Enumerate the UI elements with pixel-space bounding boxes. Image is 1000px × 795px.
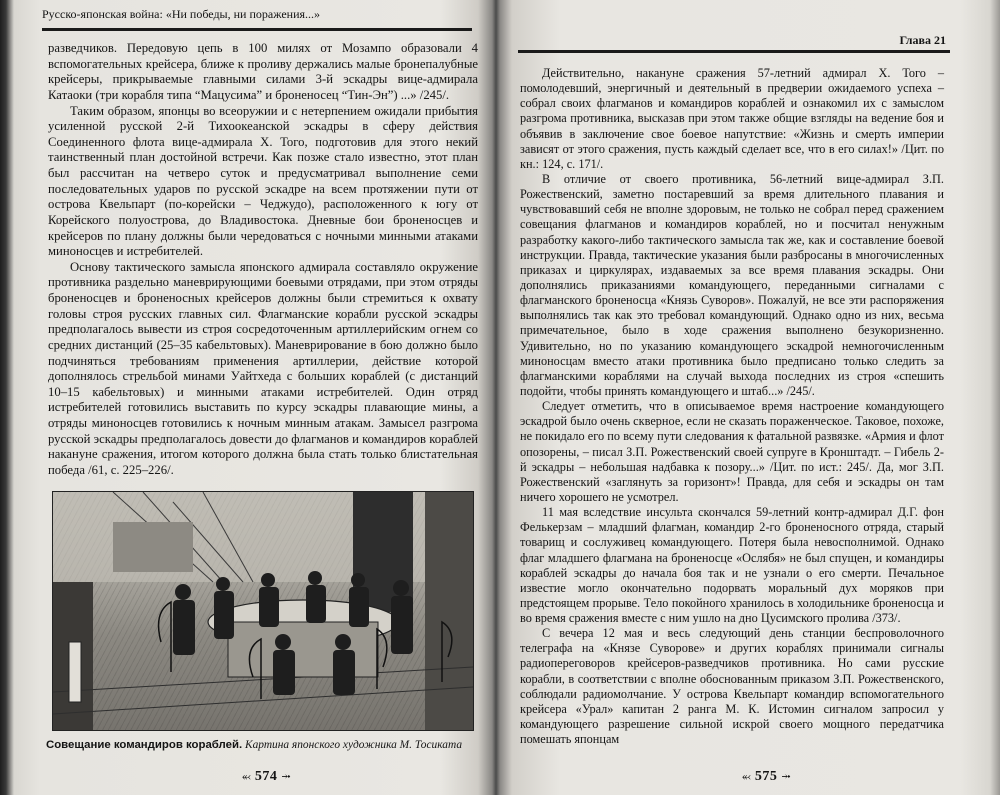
folio-ornament-icon: ⤞ [281, 771, 291, 783]
paragraph: Действительно, накануне сражения 57-летний адмирал Х. Того – помолодевший, энергичный и деятельный в предверии ожидаемого успеха – собрал своих флагманов и командиров кораблей и ознакомил их с замыслом разгрома противника, высказав при этом также общие взгляды на ведение боя и объявив в заключение свое боевое напутствие: «Жизнь и смерть империи зависят от этого сражения, пусть каждый сделает все, что в его силах!» /Цит. по кн.: 124, с. 171/. [520, 66, 944, 171]
running-head-left: Русско-японская война: «Ни победы, ни поражения...» [42, 7, 321, 21]
header-rule [42, 28, 472, 31]
paragraph: Основу тактического замысла японского адмирала составляло окружение противника раздельно маневрирующими боевыми отрядами, при этом отряды броненосцев и броненосных крейсеров должны были стремиться к охвату головы строя русских главных сил. Флагманские корабли русской эскадры предполагалось вывести из строя сосредоточенным артиллерийским огнем со средних дистанций (25–35 кабельтовых). Маневрирование в бою должно было подчиняться требованиям применения артиллерии, действие которой дополнялось стрельбой минами Уайтхеда с больших кораблей (с дистанций 10–15 кабельтовых) и минными атаками истребителей. Один отряд истребителей готовились выставить по курсу эскадры плавающие мины, а отряды миноносцев готовились к ночным минным атакам. Замысел разгрома русской эскадры предполагалось довести до флагманов и командиров кораблей накануне сражения, итогом которого должна была стать только блистательная победа /61, с. 225–226/. [48, 259, 478, 477]
folio-ornament-icon: ⤞ [781, 771, 791, 783]
left-page-text [48, 41, 478, 479]
paragraph: С вечера 12 мая и весь следующий день станции беспроволочного телеграфа на «Князе Суворове» и других кораблях принимали сигналы радиопереговоров крейсеров-разведчиков противника. Но сами русские корабли, в соответствии с вполне обоснованным приказом З.П. Рожественского, соблюдали радиомолчание. У острова Квельпарт командир вспомогательного крейсера «Урал» капитан 2 ранга М. К. Истомин сигналом запросил у командующего разрешение сильной искрой своего мощного передатчика помешать японцам [520, 626, 944, 747]
page-number: 575 [754, 769, 778, 784]
paragraph: Таким образом, японцы во всеоружии и с нетерпением ожидали прибытия усиленной русской 2-й Тихоокеанской эскадры в сферу действия Соединенного флота вице-адмирала Х. Того, подготовив для этого некий таинственный план достойной встречи. Как позже стало известно, этот план был рассчитан на четверо суток и предусматривал выполнение семи последовательных ударов по русской эскадре на всем протяжении пути от острова Квельпарт (по-корейски – Чеджудо), расположенного к югу от Корейского полуострова, до Владивостока. Дневные бои броненосцев и крейсеров по плану должны были чередоваться с ночными минными атаками миноносцев и истребителей. [48, 103, 478, 259]
running-head-right: Глава 21 [899, 33, 946, 47]
page-number-left [242, 769, 291, 785]
right-page [512, 0, 958, 795]
folio-ornament-icon: ⬻ [242, 771, 251, 783]
paragraph: Следует отметить, что в описываемое время настроение командующего эскадрой было очень скверное, если не сказать пораженческое. Таковое, похоже, не покидало его по всему пути следования к фатальной развязке. «Армия и флот опозорены, – писал З.П. Рожественский своей супруге в Кронштадт. – Гибель 2-й эскадры – небольшая надбавка к позору...» /Цит. по ист.: 245/. Да, мог З.П. Рожественский «заглянуть за горизонт»! Правда, для себя и эскадры он там ничего хорошего не усмотрел. [520, 399, 944, 504]
illustration-drawing [53, 492, 473, 730]
caption-credit: Картина японского художника М. Тосиката [245, 739, 463, 751]
engraving-illustration [52, 491, 474, 731]
header-rule [518, 50, 950, 53]
page-number: 574 [254, 769, 278, 784]
paragraph: разведчиков. Передовую цепь в 100 милях от Мозампо образовали 4 вспомогательных крейсера, ближе к проливу держались малые бронепалубные крейсеры, прикрываемые главными силами 3-й эскадры вице-адмирала Катаоки (три корабля типа “Мацусима” и броненосец “Тин-Эн”) ...» /245/. [48, 41, 478, 102]
left-page [42, 0, 478, 795]
paragraph: 11 мая вследствие инсульта скончался 59-летний контр-адмирал Д.Г. фон Фелькерзам – младший флагман, командир 2-го броненосного отряда, старый товарищ и сослуживец командующего. Потеря была невосполнимой. Однако флаг младшего флагмана на броненосце «Ослябя» не был спущен, и командиры кораблей эскадры до начала боя так и не узнали о его смерти. Печальное известие могло окончательно подорвать моральный дух моряков при предстоящем прорыве. Тело покойного хранилось в холодильнике броненосца и во время сражения вместе с ним ушло на дно Цусимского пролива /373/. [520, 505, 944, 626]
folio-ornament-icon: ⬻ [742, 771, 751, 783]
right-page-text [520, 66, 944, 747]
figure-caption [46, 738, 478, 752]
caption-title: Совещание командиров кораблей. [46, 739, 243, 751]
paragraph: В отличие от своего противника, 56-летний вице-адмирал З.П. Рожественский, заметно постаревший за время длительного плавания и чувствовавший себя не вполне здоровым, не только не собрал перед сражением совещания флагманов и командиров кораблей, но и посчитал ненужным разработку какого-либо тактического замысла так же, как и составление боевой инструкции. Правда, тактические указания были разбросаны в многочисленных приказах и циркулярах, издаваемых за все время плавания эскадры. Они дополнялись приказаниями командующего, переданными сигналами с флагманского броненосца «Князь Суворов». Пожалуй, не все эти распоряжения выполнялись так как это требовал командующий. Однако одно из них, весьма примечательное, было в ходе сражения выполнено безукоризненно. Удивительно, но по указанию командующего эскадрой немногочисленным миноносцам вместо атаки противника было предписано только следить за флагманскими кораблями на случай выхода последних из строя «спешить подойти, чтобы принять командующего и штаб...» /245/. [520, 171, 944, 398]
page-number-right [742, 769, 791, 785]
